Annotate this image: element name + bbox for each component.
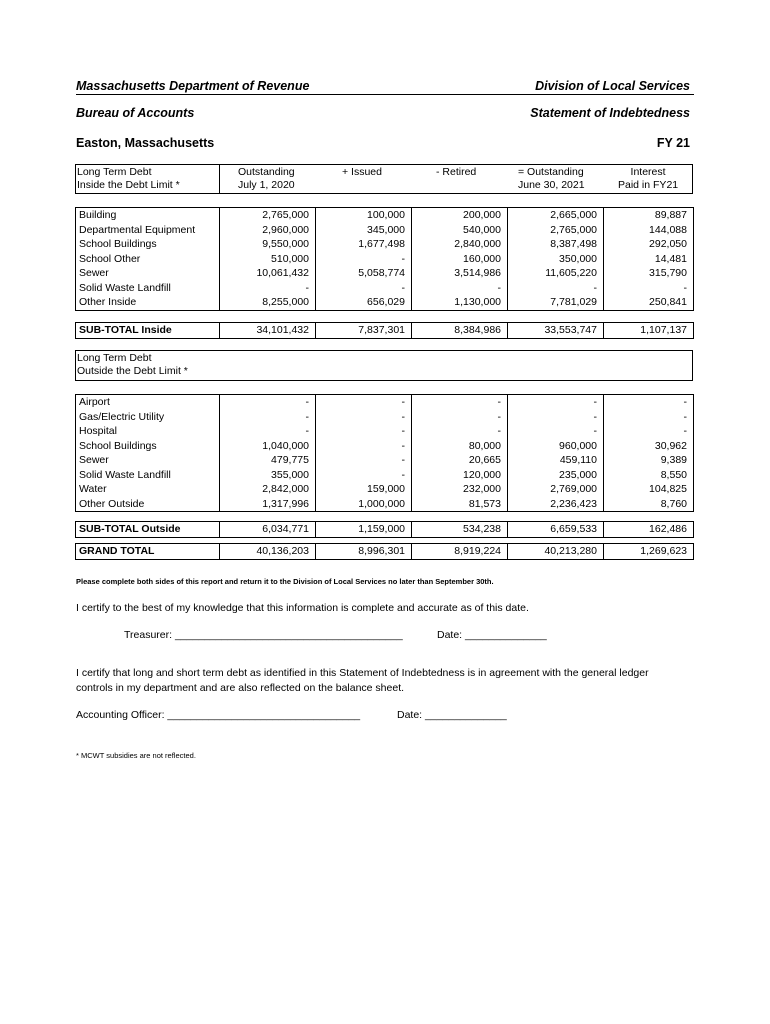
cell-outstanding: 355,000 (220, 468, 316, 483)
cell-retired: - (412, 281, 508, 296)
outside-debt-row (76, 410, 694, 425)
cell-retired: 2,840,000 (412, 237, 508, 252)
dept-title: Massachusetts Department of Revenue (76, 79, 310, 93)
cell-end: 2,769,000 (508, 482, 604, 497)
cell-end: 235,000 (508, 468, 604, 483)
cell-issued: 345,000 (316, 223, 412, 238)
cell-outstanding: 1,317,996 (220, 497, 316, 512)
accounting-date-line[interactable]: Date: ______________ (397, 709, 507, 721)
cell-interest: 89,887 (604, 208, 694, 223)
cell-issued: 159,000 (316, 482, 412, 497)
cell-label: Other Outside (76, 497, 220, 512)
cell-end: 2,236,423 (508, 497, 604, 512)
outside-debt-row (76, 424, 694, 439)
division-title: Division of Local Services (535, 79, 690, 93)
cell-retired: 81,573 (412, 497, 508, 512)
inside-title: Long Term Debt Inside the Debt Limit * (77, 166, 180, 191)
cell-outstanding: 2,765,000 (220, 208, 316, 223)
col-retired-header: - Retired (436, 166, 477, 178)
cell-interest: - (604, 424, 694, 439)
cell-label: Gas/Electric Utility (76, 410, 220, 425)
grand-total-label: GRAND TOTAL (76, 544, 220, 560)
cell-end: - (508, 281, 604, 296)
cell-interest: - (604, 395, 694, 410)
outside-debt-row (76, 497, 694, 512)
cell-label: Building (76, 208, 220, 223)
certify-statement-2: I certify that long and short term debt as identified in this Statement of Indebtedness is in agreement with the general ledger controls in my department and are also reflected on the balance sheet. (76, 667, 649, 694)
cell-issued: - (316, 453, 412, 468)
cell-retired: 1,130,000 (412, 295, 508, 310)
cell-retired: 232,000 (412, 482, 508, 497)
cell-issued: - (316, 439, 412, 454)
cell-label: Solid Waste Landfill (76, 281, 220, 296)
cell-interest: - (604, 281, 694, 296)
cell-label: Solid Waste Landfill (76, 468, 220, 483)
cell-label: Sewer (76, 453, 220, 468)
cell-interest: 9,389 (604, 453, 694, 468)
cell-end: 11,605,220 (508, 266, 604, 281)
inside-debt-row (76, 295, 694, 310)
inside-debt-row (76, 281, 694, 296)
cell-end: 7,781,029 (508, 295, 604, 310)
cell-interest: 14,481 (604, 252, 694, 267)
fiscal-year: FY 21 (656, 136, 690, 150)
outside-debt-row (76, 468, 694, 483)
cell-interest: 8,760 (604, 497, 694, 512)
cell-outstanding: - (220, 395, 316, 410)
cell-end: 960,000 (508, 439, 604, 454)
cell-outstanding: - (220, 410, 316, 425)
header-rule (76, 94, 694, 95)
inside-table (75, 207, 694, 311)
cell-interest: 8,550 (604, 468, 694, 483)
outside-title: Long Term Debt Outside the Debt Limit * (77, 352, 188, 377)
outside-debt-row (76, 482, 694, 497)
cell-issued: 1,000,000 (316, 497, 412, 512)
cell-outstanding: 9,550,000 (220, 237, 316, 252)
inside-debt-row (76, 208, 694, 223)
outside-table (75, 394, 694, 512)
grand-total: GRAND TOTAL 40,136,203 8,996,301 8,919,224 40,213,280 1,269,623 (75, 543, 694, 560)
cell-interest: - (604, 410, 694, 425)
cell-outstanding: 8,255,000 (220, 295, 316, 310)
outside-debt-row (76, 439, 694, 454)
cell-retired: - (412, 410, 508, 425)
col-interest-header: Interest Paid in FY21 (618, 166, 679, 191)
col-issued-header: + Issued (342, 166, 382, 178)
cell-issued: - (316, 424, 412, 439)
cell-retired: - (412, 424, 508, 439)
cell-outstanding: 510,000 (220, 252, 316, 267)
cell-issued: 5,058,774 (316, 266, 412, 281)
cell-retired: - (412, 395, 508, 410)
statement-title: Statement of Indebtedness (530, 106, 690, 120)
cell-retired: 80,000 (412, 439, 508, 454)
cell-outstanding: 2,960,000 (220, 223, 316, 238)
col-end-header: = Outstanding June 30, 2021 (518, 166, 585, 191)
cell-retired: 540,000 (412, 223, 508, 238)
cell-issued: 100,000 (316, 208, 412, 223)
cell-outstanding: 2,842,000 (220, 482, 316, 497)
cell-label: Departmental Equipment (76, 223, 220, 238)
cell-end: 8,387,498 (508, 237, 604, 252)
cell-label: Other Inside (76, 295, 220, 310)
footnote: * MCWT subsidies are not reflected. (76, 751, 196, 760)
cell-label: School Other (76, 252, 220, 267)
cell-retired: 120,000 (412, 468, 508, 483)
inside-debt-row (76, 237, 694, 252)
cell-end: 459,110 (508, 453, 604, 468)
cell-interest: 315,790 (604, 266, 694, 281)
cell-end: 2,665,000 (508, 208, 604, 223)
accounting-signature-line[interactable]: Accounting Officer: _________________________________ (76, 709, 361, 721)
cell-label: Hospital (76, 424, 220, 439)
cell-end: - (508, 424, 604, 439)
cell-issued: - (316, 395, 412, 410)
cell-interest: 292,050 (604, 237, 694, 252)
town-name: Easton, Massachusetts (76, 136, 215, 150)
cell-outstanding: - (220, 424, 316, 439)
cell-outstanding: - (220, 281, 316, 296)
cell-label: Water (76, 482, 220, 497)
certify-statement-1: I certify to the best of my knowledge that this information is complete and accurate as of this date. (76, 602, 529, 614)
return-notice: Please complete both sides of this report and return it to the Division of Local Services no later than September 30th. (76, 577, 494, 586)
cell-label: School Buildings (76, 237, 220, 252)
cell-retired: 3,514,986 (412, 266, 508, 281)
inside-debt-row (76, 266, 694, 281)
cell-outstanding: 10,061,432 (220, 266, 316, 281)
cell-interest: 144,088 (604, 223, 694, 238)
cell-interest: 250,841 (604, 295, 694, 310)
cell-outstanding: 1,040,000 (220, 439, 316, 454)
cell-issued: - (316, 252, 412, 267)
treasurer-date-line[interactable]: Date: ______________ (437, 629, 547, 641)
subtotal-outside-label: SUB-TOTAL Outside (76, 522, 220, 538)
cell-issued: - (316, 281, 412, 296)
bureau-title: Bureau of Accounts (76, 106, 195, 120)
cell-retired: 20,665 (412, 453, 508, 468)
cell-issued: - (316, 410, 412, 425)
cell-outstanding: 479,775 (220, 453, 316, 468)
cell-label: Sewer (76, 266, 220, 281)
cell-label: School Buildings (76, 439, 220, 454)
cell-end: - (508, 410, 604, 425)
col-outstanding-header: Outstanding July 1, 2020 (238, 166, 295, 191)
cell-end: 350,000 (508, 252, 604, 267)
cell-label: Airport (76, 395, 220, 410)
cell-interest: 30,962 (604, 439, 694, 454)
subtotal-inside-label: SUB-TOTAL Inside (76, 323, 220, 339)
outside-subtotal: SUB-TOTAL Outside 6,034,771 1,159,000 534,238 6,659,533 162,486 (75, 521, 694, 538)
outside-debt-row (76, 453, 694, 468)
cell-interest: 104,825 (604, 482, 694, 497)
cell-retired: 160,000 (412, 252, 508, 267)
treasurer-signature-line[interactable]: Treasurer: _______________________________________ (124, 629, 403, 641)
cell-issued: 1,677,498 (316, 237, 412, 252)
cell-retired: 200,000 (412, 208, 508, 223)
cell-end: - (508, 395, 604, 410)
cell-end: 2,765,000 (508, 223, 604, 238)
inside-debt-row (76, 223, 694, 238)
outside-debt-row (76, 395, 694, 410)
inside-debt-row (76, 252, 694, 267)
inside-subtotal: SUB-TOTAL Inside 34,101,432 7,837,301 8,384,986 33,553,747 1,107,137 (75, 322, 694, 339)
cell-issued: 656,029 (316, 295, 412, 310)
cell-issued: - (316, 468, 412, 483)
